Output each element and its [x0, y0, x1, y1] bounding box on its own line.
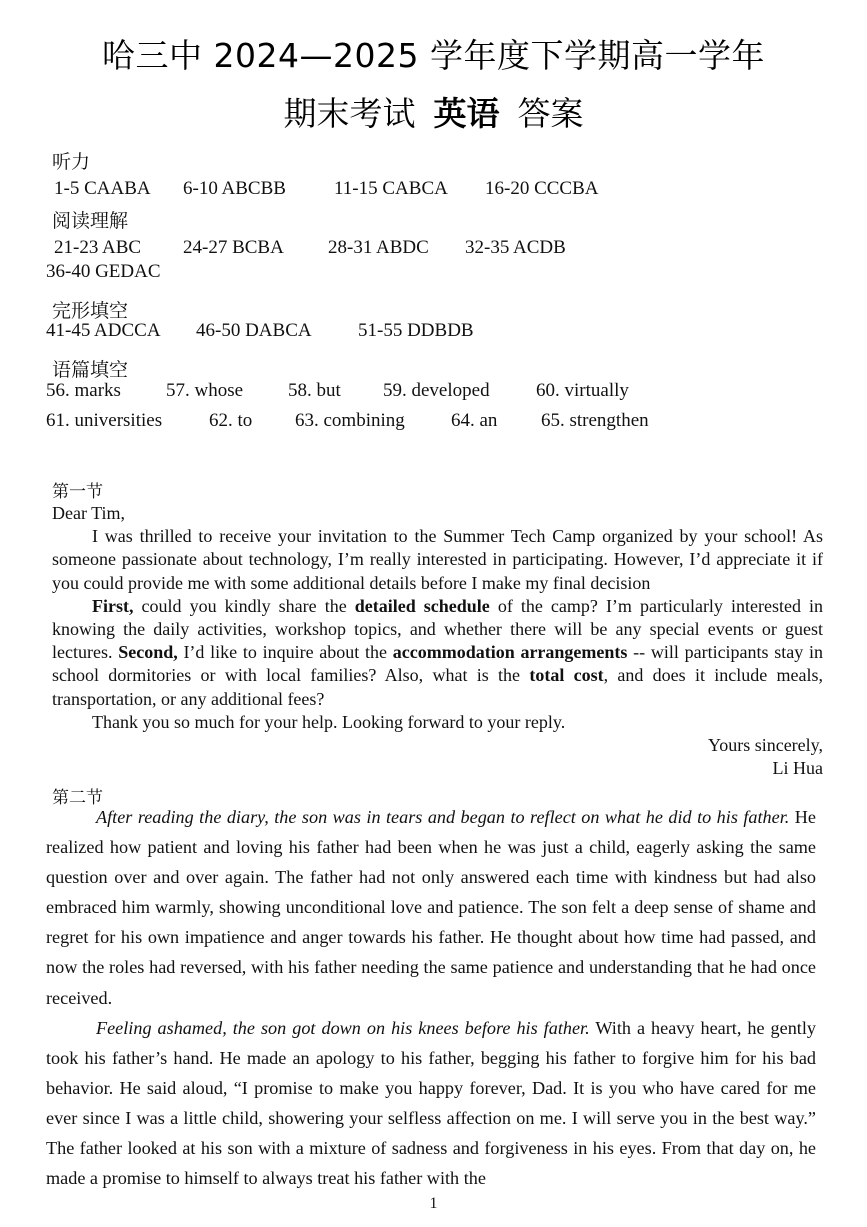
text-run: , and does it include meals, transportation, or any additional fees? — [52, 665, 824, 709]
answer-item: 61. universities — [46, 410, 163, 431]
subtitle-subject: 英语 — [433, 94, 500, 133]
document-title: 哈三中 2024—2025 学年度下学期高一学年 — [102, 36, 765, 75]
section-heading-writing-1: 第一节 — [52, 482, 103, 502]
bold-phrase: First, — [92, 595, 134, 616]
section-heading-reading: 阅读理解 — [52, 210, 129, 232]
story-text: With a heavy heart, he gently took his father’s hand. He made an apology to his father, begging his father to forgive him for his bad behavior. He said aloud, “I promise to make you happy forever, Dad. It is you who have cared for me ever since I was a little child, showering your selfless affection on me. I will serve you in the best way.” The father looked at his son with a mixture of sadness and forgiveness in his eyes. From that day on, he made a promise to himself to always treat his father with the — [46, 1017, 816, 1189]
section-heading-listening: 听力 — [52, 151, 91, 173]
subtitle-exam: 期末考试 — [283, 94, 416, 133]
section-heading-cloze: 完形填空 — [52, 300, 129, 322]
answer-item: 57. whose — [166, 380, 244, 401]
bold-phrase: total cost — [529, 665, 604, 686]
letter-paragraph-3: Thank you so much for your help. Looking forward to your reply. — [92, 711, 566, 732]
answer-row-grammar-2 — [0, 410, 867, 434]
answer-item: 56. marks — [46, 380, 121, 401]
answer-item: 59. developed — [383, 380, 490, 401]
letter-closing: Yours sincerely, — [708, 735, 823, 756]
answer-item: 63. combining — [295, 410, 405, 431]
text-run: could you kindly share the — [133, 595, 355, 616]
answer-item: 60. virtually — [536, 380, 629, 401]
answer-item: 41-45 ADCCA — [46, 320, 161, 341]
answer-item: 62. to — [209, 410, 253, 431]
section-heading-grammar: 语篇填空 — [52, 359, 129, 381]
given-opening-sentence: After reading the diary, the son was in tears and began to reflect on what he did to his father. — [96, 807, 790, 827]
bold-phrase: accommodation arrangements — [392, 642, 628, 663]
answer-row-listening — [0, 178, 867, 202]
given-opening-sentence: Feeling ashamed, the son got down on his knees before his father. — [96, 1017, 590, 1038]
bold-phrase: detailed schedule — [354, 595, 490, 616]
letter-paragraph-1: I was thrilled to receive your invitation to the Summer Tech Camp organized by your school! As someone passionate about technology, I’m really interested in participating. However, I’d appreciate it if you could provide me with some additional details before I make my final decision — [52, 526, 823, 593]
text-run: -- will participants stay in school dormitories or with local families? Also, what is the — [52, 642, 823, 686]
continuation-writing — [46, 802, 816, 1193]
answer-item: 58. but — [288, 380, 341, 401]
answer-item: 46-50 DABCA — [196, 320, 312, 341]
answer-item: 21-23 ABC — [54, 237, 142, 258]
answer-item: 24-27 BCBA — [183, 237, 284, 258]
answer-item: 6-10 ABCBB — [183, 178, 286, 199]
story-text: He realized how patient and loving his father had been when he was just a child, eagerly asking the same question over and over again. The father had not only answered each time with kindness but had also embraced him warmly, showing unconditional love and patience. The son felt a deep sense of shame and regret for his own impatience and anger towards his father. He thought about how time had passed, and now the roles had reversed, with his father needing the same patience and understanding that he had once received. — [46, 807, 816, 1008]
text-run: I’d like to inquire about the — [177, 642, 393, 663]
story-paragraph-1 — [46, 802, 816, 1013]
answer-item: 28-31 ABDC — [328, 237, 429, 258]
bold-phrase: Second, — [118, 642, 178, 663]
answer-item: 11-15 CABCA — [334, 178, 448, 199]
answer-item: 32-35 ACDB — [465, 237, 566, 258]
page-number: 1 — [429, 1195, 438, 1212]
letter-greeting: Dear Tim, — [52, 503, 126, 523]
document-subtitle — [0, 88, 867, 135]
answer-item: 65. strengthen — [541, 410, 649, 431]
letter — [52, 502, 823, 780]
story-paragraph-2 — [46, 1013, 816, 1194]
answer-item: 51-55 DDBDB — [358, 320, 474, 341]
subtitle-answer: 答案 — [517, 94, 584, 133]
section-heading-writing-2: 第二节 — [52, 788, 103, 808]
answer-row-reading — [0, 237, 867, 261]
letter-signature: Li Hua — [772, 758, 823, 779]
answer-item: 1-5 CAABA — [54, 178, 151, 199]
answer-row-grammar-1 — [0, 380, 867, 404]
answer-item: 16-20 CCCBA — [485, 178, 599, 199]
answer-row-cloze — [0, 320, 867, 344]
letter-paragraph-2 — [52, 595, 823, 711]
text-run: of the camp? I’m particularly interested in knowing the daily activities, workshop topics, and whether there will be any special events or guest lectures. — [52, 595, 823, 663]
answer-item: 36-40 GEDAC — [46, 261, 161, 282]
answer-item: 64. an — [451, 410, 498, 431]
